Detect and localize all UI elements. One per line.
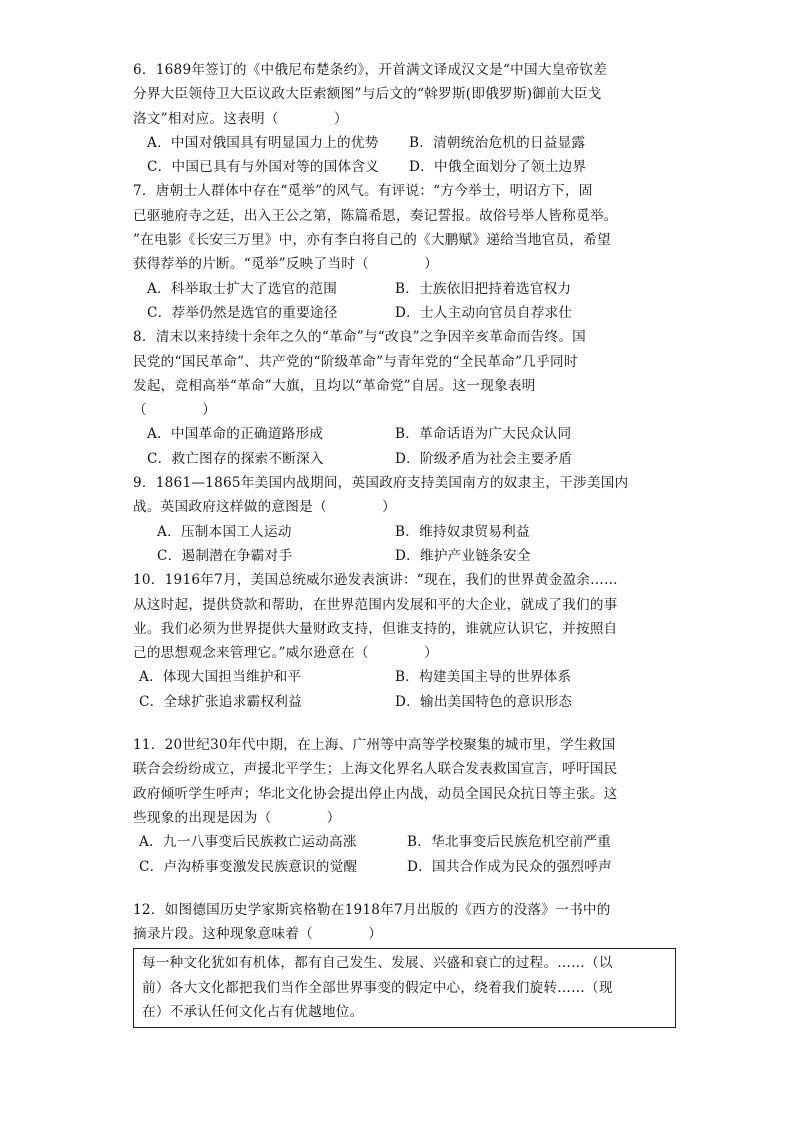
question-stem-line: 联合会纷纷成立，声援北平学生；上海文化界名人联合发表救国宣言，呼吁国民 — [133, 761, 618, 778]
question-stem-line: （ ） — [133, 402, 217, 419]
question-stem-line: 业。我们必须为世界提供大量财政支持，但谁支持的，谁就应认识它，并按照自 — [133, 620, 618, 637]
question-stem-line: 6．1689年签订的《中俄尼布楚条约》，开首满文译成汉文是“中国大皇帝钦差 — [133, 62, 608, 78]
option-c: C．遏制潜在争霸对手 — [157, 547, 293, 564]
question-8 — [133, 325, 678, 471]
option-d: D．输出美国特色的意识形态 — [395, 693, 573, 710]
question-stem-line: 从这时起，提供贷款和帮助，在世界范围内发展和平的大企业，就成了我们的事 — [133, 596, 618, 613]
question-stem-line: 摘录片段。这种现象意味着（ ） — [133, 926, 383, 943]
option-a: A．中国革命的正确道路形成 — [147, 426, 324, 443]
question-6 — [133, 58, 678, 179]
option-b: B．清朝统治危机的日益显露 — [409, 134, 586, 151]
question-stem-line: 12．如图德国历史学家斯宾格勒在1918年7月出版的《西方的没落》一书中的 — [133, 901, 611, 918]
question-stem-line: 7．唐朝士人群体中存在“觅举”的风气。有评说：“方今举士，明诏方下，固 — [133, 183, 593, 200]
option-d: D．士人主动向官员自荐求仕 — [395, 304, 573, 321]
question-stem-line: 8．清末以来持续十余年之久的“革命”与“改良”之争因辛亥革命而告终。国 — [133, 329, 587, 346]
option-row — [133, 830, 678, 854]
option-row — [133, 690, 678, 714]
spacer — [133, 714, 678, 733]
option-a: A．九一八事变后民族救亡运动高涨 — [139, 834, 357, 851]
question-stem-line: 战。英国政府这样做的意图是（ ） — [133, 499, 397, 516]
question-9 — [133, 471, 678, 568]
excerpt-line: 每一种文化犹如有机体，都有自己发生、发展、兴盛和衰亡的过程。……（以 — [142, 955, 613, 972]
option-d: D．阶级矛盾为社会主要矛盾 — [395, 450, 573, 467]
excerpt-line: 前）各大文化都把我们当作全部世界事变的假定中心，绕着我们旋转……（现 — [142, 979, 613, 996]
question-stem-line: 分界大臣领侍卫大臣议政大臣索额图”与后文的“斡罗斯(即俄罗斯)御前大臣戈 — [133, 86, 602, 103]
option-row — [133, 131, 678, 155]
option-row — [133, 155, 678, 179]
question-stem-line: 民党的“国民革命”、共产党的“阶级革命”与青年党的“全民革命”几乎同时 — [133, 353, 578, 370]
option-c: C．荐举仍然是选官的重要途径 — [147, 304, 338, 321]
question-stem-line: 9．1861—1865年美国内战期间，英国政府支持美国南方的奴隶主，干涉美国内 — [133, 475, 629, 492]
question-stem-line: 11．20世纪30年代中期，在上海、广州等中高等学校聚集的城市里，学生救国 — [133, 737, 616, 754]
option-d: D．国共合作成为民众的强烈呼声 — [407, 858, 612, 875]
option-b: B．构建美国主导的世界体系 — [395, 669, 572, 686]
option-c: C．全球扩张追求霸权利益 — [139, 693, 302, 710]
question-11 — [133, 733, 678, 879]
question-stem-line: 10．1916年7月，美国总统威尔逊发表演讲：“现在，我们的世界黄金盈余…… — [133, 572, 618, 589]
option-b: B．革命话语为广大民众认同 — [395, 426, 572, 443]
option-b: B．维持奴隶贸易利益 — [395, 523, 530, 540]
option-row — [133, 665, 678, 689]
question-12 — [133, 898, 678, 1028]
option-c: C．救亡图存的探索不断深入 — [147, 450, 324, 467]
option-row — [133, 447, 678, 471]
option-d: D．维护产业链条安全 — [395, 547, 531, 564]
option-row — [133, 520, 678, 544]
option-row — [133, 855, 678, 879]
question-stem-line: 获得荐举的片断。“觅举”反映了当时（ ） — [133, 256, 439, 273]
option-a: A．中国对俄国具有明显国力上的优势 — [147, 134, 379, 151]
question-stem-line: 发起，竞相高举“革命”大旗，且均以“革命党”自居。这一现象表明 — [133, 377, 536, 394]
spacer — [133, 879, 678, 898]
option-a: A．体现大国担当维护和平 — [139, 669, 302, 686]
option-row — [133, 277, 678, 301]
question-10 — [133, 568, 678, 714]
question-stem-line: 政府倾听学生呼声；华北文化协会提出停止内战，动员全国民众抗日等主张。这 — [133, 785, 618, 802]
option-c: C．中国已具有与外国对等的国体含义 — [147, 159, 380, 176]
option-c: C．卢沟桥事变激发民族意识的觉醒 — [139, 858, 358, 875]
question-stem-line: 洛文”相对应。这表明（ ） — [133, 110, 348, 127]
option-b: B．华北事变后民族危机空前严重 — [407, 834, 612, 851]
option-row — [133, 422, 678, 446]
question-stem-line: ”在电影《长安三万里》中，亦有李白将自己的《大鹏赋》递给当地官员，希望 — [133, 232, 611, 249]
exam-page — [133, 58, 678, 1028]
excerpt-box — [133, 948, 676, 1028]
option-b: B．士族依旧把持着选官权力 — [395, 280, 572, 297]
question-stem-line: 些现象的出现是因为（ ） — [133, 809, 341, 826]
option-row — [133, 301, 678, 325]
question-stem-line: 已驱驰府寺之廷，出入王公之第，陈篇希恩，奏记誓报。故俗号举人皆称觅举。 — [133, 207, 618, 224]
excerpt-line: 在）不承认任何文化占有优越地位。 — [142, 1003, 364, 1020]
question-7 — [133, 179, 678, 325]
option-row — [133, 544, 678, 568]
option-a: A．科举取士扩大了选官的范围 — [147, 280, 338, 297]
option-d: D．中俄全面划分了领土边界 — [409, 159, 587, 176]
question-stem-line: 己的思想观念来管理它。”威尔逊意在（ ） — [133, 645, 438, 662]
option-a: A．压制本国工人运动 — [157, 523, 292, 540]
